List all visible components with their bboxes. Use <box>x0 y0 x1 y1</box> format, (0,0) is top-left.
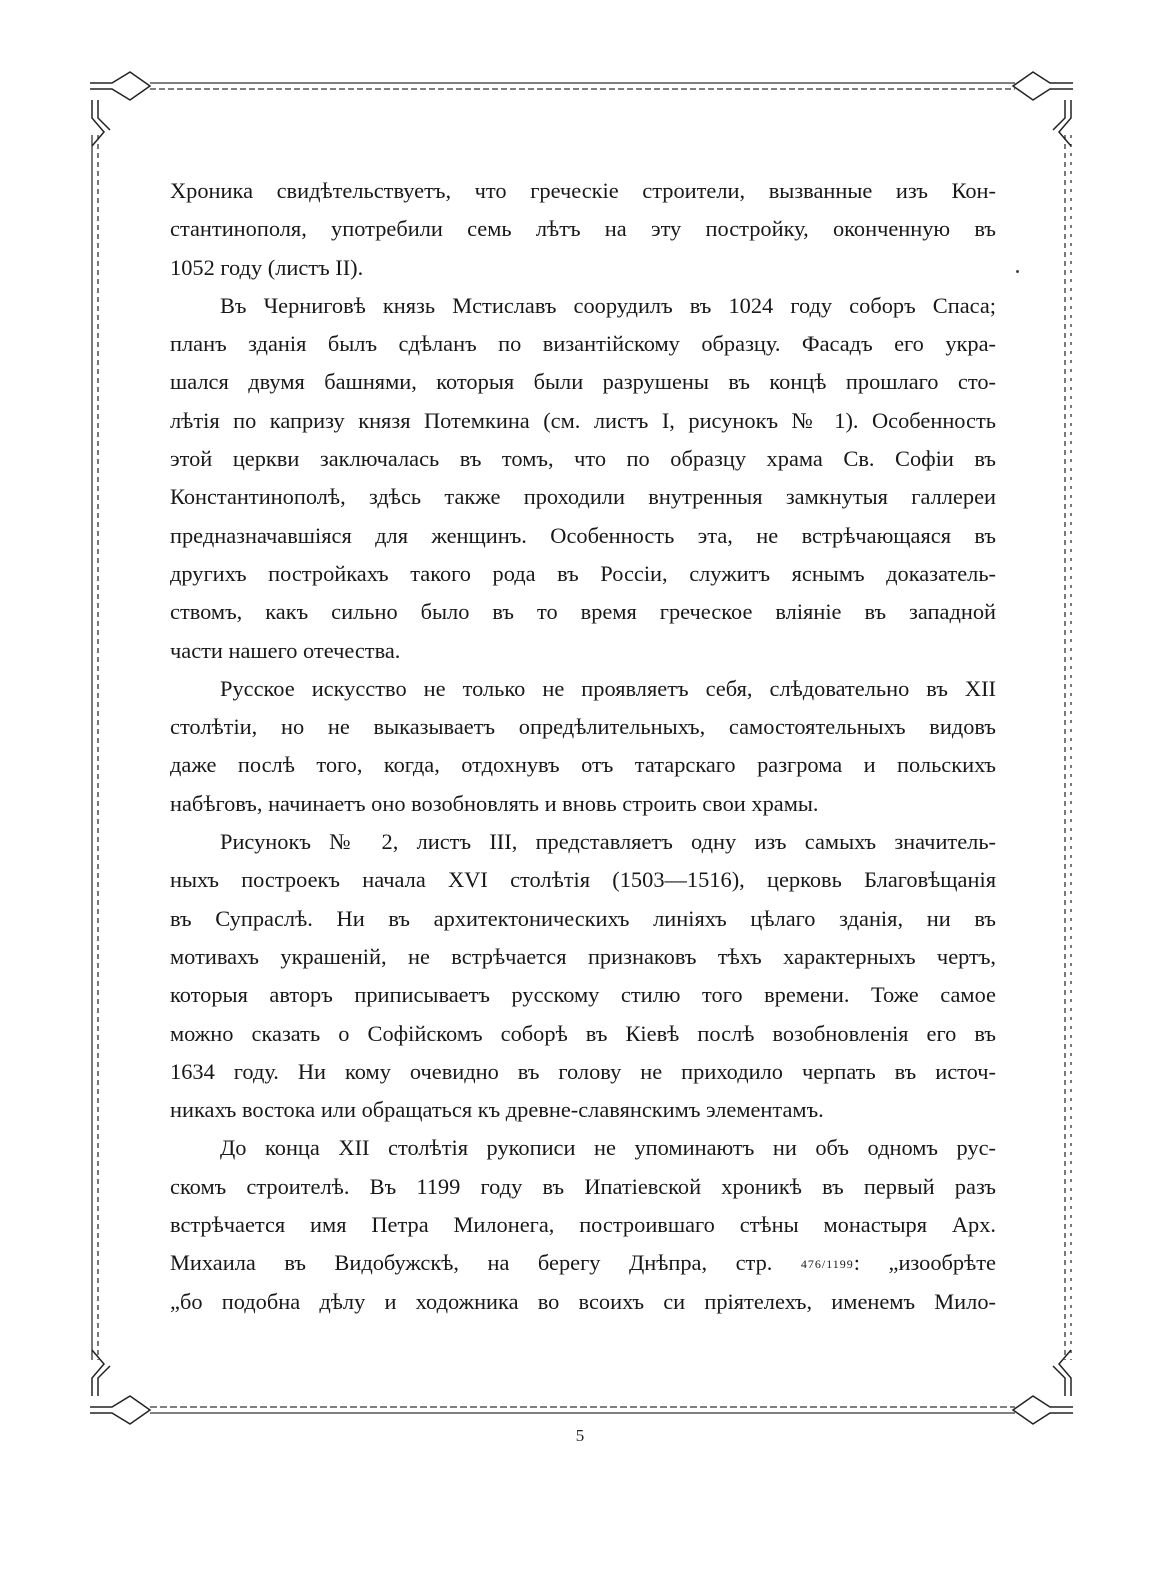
corner-ornament-top-left <box>90 72 150 146</box>
text-line: лѣтія по капризу князя Потемкина (см. листъ I, рисунокъ № 1). Особенность <box>170 407 996 433</box>
fraction-numerator: 476 <box>800 1257 822 1272</box>
text-line: части нашего отечества. <box>170 637 401 663</box>
fraction-denominator: 1199 <box>826 1257 854 1272</box>
text-line-with-fraction <box>170 1244 996 1282</box>
text-line: предназначавшіяся для женщинъ. Особенность эта, не встрѣчающаяся въ <box>170 522 996 548</box>
text-line: которыя авторъ приписываетъ русскому стилю того времени. Тоже самое <box>170 982 996 1008</box>
page-number: 5 <box>575 1426 585 1445</box>
text-fragment: : „изообрѣте <box>853 1250 996 1276</box>
text-line: ныхъ построекъ начала XVI столѣтія (1503—1516), церковь Благовѣщанія <box>170 867 996 893</box>
paragraph-4 <box>170 823 996 1129</box>
text-line: въ Супраслѣ. Ни въ архитектоническихъ линіяхъ цѣлаго зданія, ни въ <box>170 905 996 931</box>
text-line: можно сказать о Софійскомъ соборѣ въ Кіевѣ послѣ возобновленія его въ <box>170 1020 996 1046</box>
text-line: этой церкви заключалась въ томъ, что по образцу храма Св. Софіи въ <box>170 446 996 472</box>
text-line: Хроника свидѣтельствуетъ, что греческіе строители, вызванные изъ Кон- <box>170 178 996 203</box>
text-line: стантинополя, употребили семь лѣтъ на эту постройку, оконченную въ <box>170 216 996 242</box>
text-line: скомъ строителѣ. Въ 1199 году въ Ипатіевской хроникѣ въ первый разъ <box>170 1173 996 1199</box>
page-reference-fraction: 476/1199 <box>800 1257 854 1272</box>
text-line: другихъ постройкахъ такого рода въ Россіи, служитъ яснымъ доказатель- <box>170 560 996 586</box>
text-line: Рисунокъ № 2, листъ III, представляетъ одну изъ самыхъ значитель- <box>220 829 996 855</box>
text-fragment: Михаила въ Видобужскѣ, на берегу Днѣпра, стр. <box>170 1250 773 1276</box>
text-line: 1052 году (листъ II). <box>170 254 364 280</box>
paragraph-3 <box>170 670 996 823</box>
text-line: встрѣчается имя Петра Милонега, построившаго стѣны монастыря Арх. <box>170 1212 996 1238</box>
paragraph-2 <box>170 287 996 670</box>
text-line: До конца XII столѣтія рукописи не упоминаютъ ни объ одномъ рус- <box>220 1135 996 1161</box>
text-line: Константинополѣ, здѣсь также проходили внутренныя замкнутыя галлереи <box>170 484 996 510</box>
paragraph-5 <box>170 1129 996 1320</box>
text-line: столѣтіи, но не выказываетъ опредѣлительныхъ, самостоятельныхъ видовъ <box>170 714 996 740</box>
corner-ornament-bottom-right <box>1013 1350 1073 1424</box>
text-line: „бо подобна дѣлу и ходожника во всоихъ си пріятелехъ, именемъ Мило- <box>170 1288 996 1314</box>
text-line: Русское искусство не только не проявляетъ себя, слѣдовательно въ XII <box>220 675 996 701</box>
paragraph-1 <box>170 172 996 287</box>
text-line: 1634 году. Ни кому очевидно въ голову не приходило черпать въ источ- <box>170 1058 996 1084</box>
text-line: никахъ востока или обращаться къ древне-славянскимъ элементамъ. <box>170 1097 824 1123</box>
body-text <box>170 172 996 1321</box>
text-line: даже послѣ того, когда, отдохнувъ отъ татарскаго разгрома и польскихъ <box>170 752 996 778</box>
text-line: шался двумя башнями, которыя были разрушены въ концѣ прошлаго сто- <box>170 369 996 395</box>
corner-ornament-top-right <box>1013 72 1073 146</box>
text-line: планъ зданія былъ сдѣланъ по византійскому образцу. Фасадъ его укра- <box>170 331 996 357</box>
corner-ornament-bottom-left <box>90 1350 150 1424</box>
text-line: ствомъ, какъ сильно было въ то время греческое вліяніе въ западной <box>170 599 996 625</box>
print-speck <box>1016 270 1019 273</box>
text-line: Въ Черниговѣ князь Мстиславъ соорудилъ въ 1024 году соборъ Спаса; <box>220 292 996 318</box>
text-line: набѣговъ, начинаетъ оно возобновлять и вновь строить свои храмы. <box>170 790 819 816</box>
text-line: мотивахъ украшеній, не встрѣчается признаковъ тѣхъ характерныхъ чертъ, <box>170 943 996 969</box>
